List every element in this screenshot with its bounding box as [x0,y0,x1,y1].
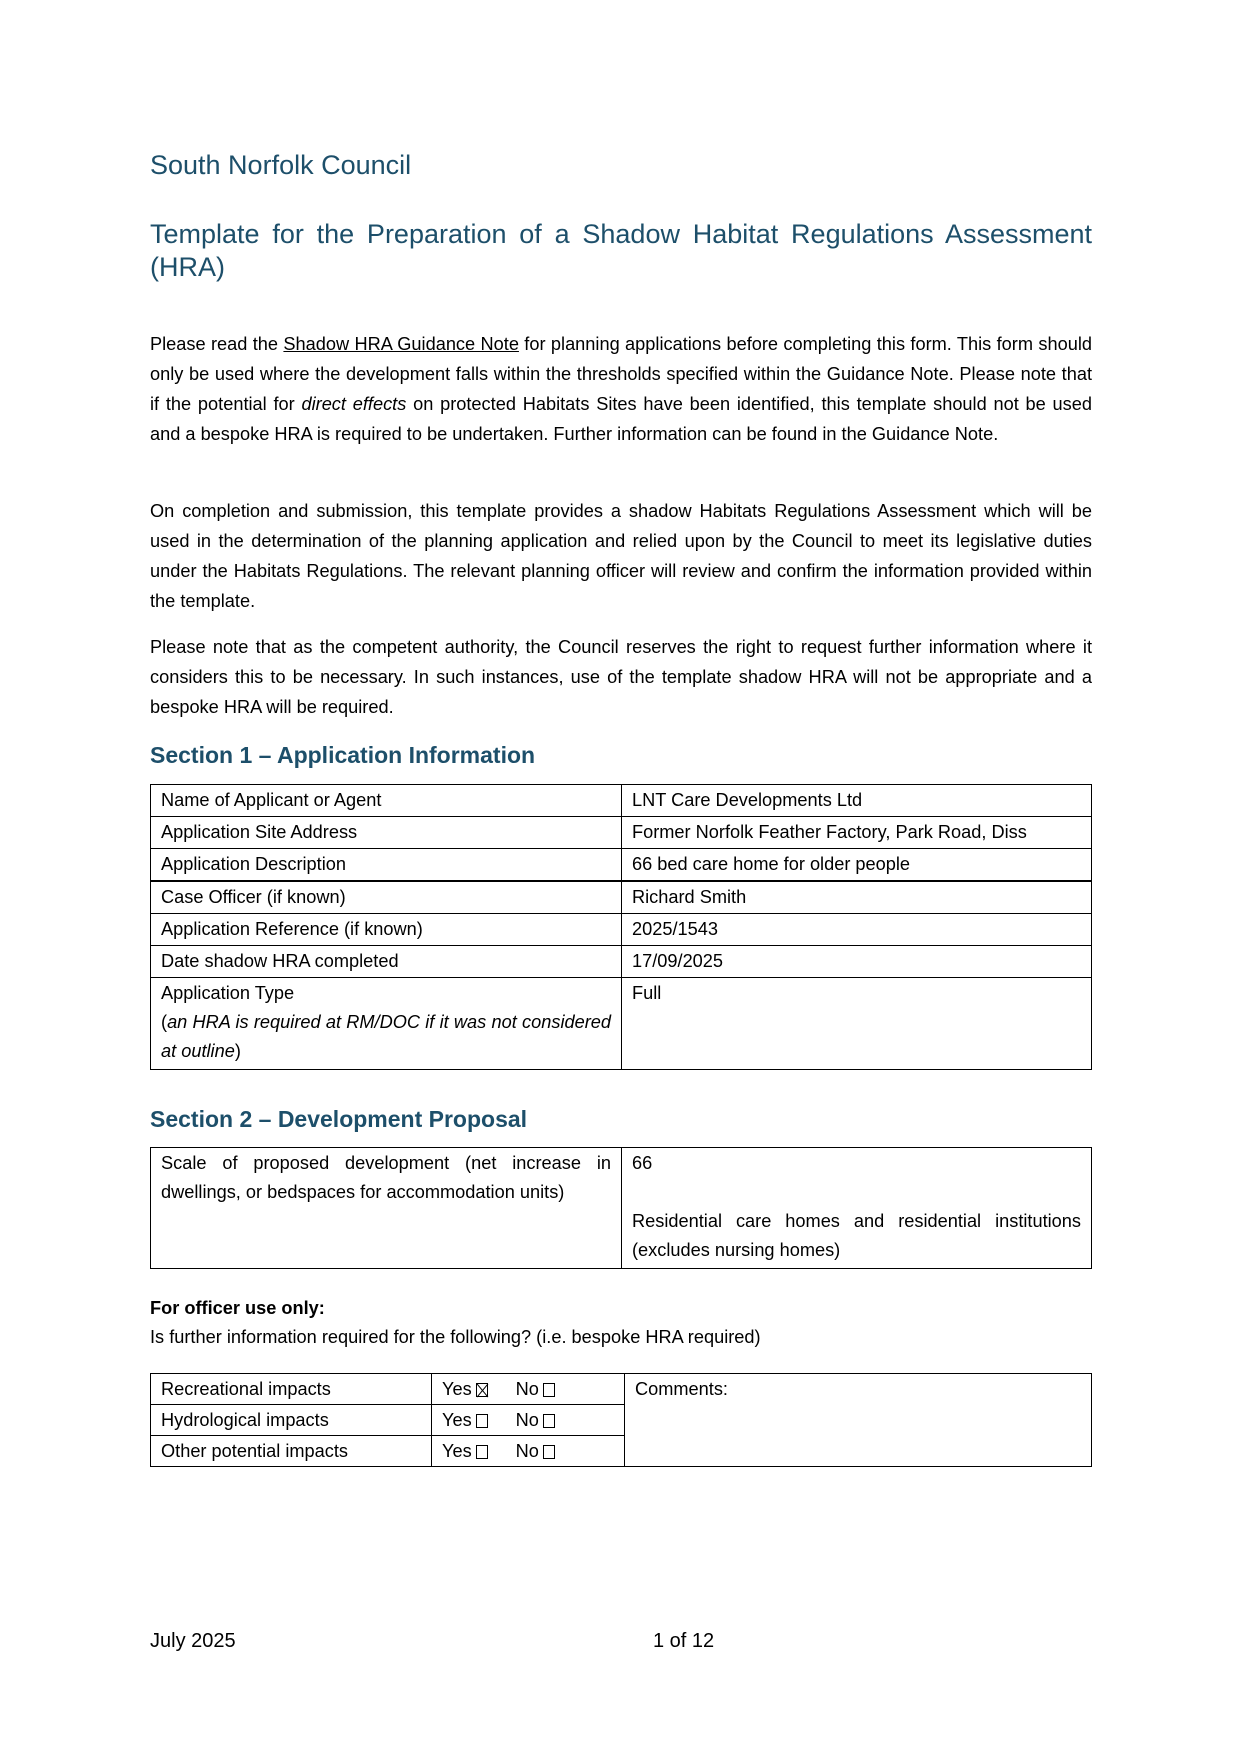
row-label: Application Reference (if known) [151,914,622,946]
page-number: 1 of 12 [653,1630,715,1652]
development-proposal-table [150,1147,1092,1269]
officer-impacts-table [150,1373,1092,1467]
impact-label: Recreational impacts [151,1374,432,1405]
reference-value[interactable]: 2025/1543 [622,914,1092,946]
row-label: Date shadow HRA completed [151,946,622,978]
intro-text: on protected Habitats Sites have been identified, this template should not be used and a bespoke HRA is required to be undertaken. Further information can be found in the Guidance Note. [150,394,1092,444]
yes-label: Yes [442,1379,472,1399]
officer-question: Is further information required for the following? (i.e. bespoke HRA required) [150,1327,761,1347]
comments-label: Comments: [635,1379,728,1399]
no-option[interactable] [516,1405,555,1435]
intro-paragraph-2: On completion and submission, this template provides a shadow Habitats Regulations Assessment which will be used in the determination of the planning application and relied upon by the Council to meet its legislative duties under the Habitats Regulations. The relevant planning officer will review and confirm the information provided within the template. [150,501,1092,611]
impact-choices [432,1436,625,1467]
officer-use-label: For officer use only: [150,1298,325,1318]
note-text: an HRA is required at RM/DOC if it was not considered at outline [161,1012,611,1061]
row-label: Application Site Address [151,817,622,849]
intro-paragraph-3: Please note that as the competent authority, the Council reserves the right to request further information where it considers this to be necessary. In such instances, use of the template shadow HRA will not be appropriate and a bespoke HRA will be required. [150,637,1092,717]
yes-option[interactable] [442,1436,488,1466]
impact-label: Other potential impacts [151,1436,432,1467]
section-1-heading: Section 1 – Application Information [150,742,536,768]
checkbox-icon[interactable] [543,1445,555,1459]
checkbox-icon[interactable] [476,1414,488,1428]
table-row [151,978,1092,1070]
table-row [151,785,1092,817]
application-type-label: Application Type [161,983,295,1003]
impact-choices [432,1405,625,1436]
table-row [151,849,1092,882]
comments-field[interactable] [625,1374,1092,1467]
no-option[interactable] [516,1436,555,1466]
application-info-table [150,784,1092,1070]
intro-paragraph-1 [150,329,1092,449]
row-label: Name of Applicant or Agent [151,785,622,817]
yes-label: Yes [442,1410,472,1430]
scale-value-cell[interactable] [622,1148,1092,1269]
table-row [151,946,1092,978]
scale-label: Scale of proposed development (net increase in dwellings, or bedspaces for accommodation units) [151,1148,622,1269]
impact-label: Hydrological impacts [151,1405,432,1436]
document-title: Template for the Preparation of a Shadow Habitat Regulations Assessment (HRA) [150,219,1092,282]
impact-choices [432,1374,625,1405]
table-row [151,817,1092,849]
yes-option[interactable] [442,1405,488,1435]
table-row [151,914,1092,946]
no-label: No [515,1379,539,1399]
description-value[interactable]: 66 bed care home for older people [622,849,1092,882]
organisation-name: South Norfolk Council [150,150,412,180]
case-officer-value[interactable]: Richard Smith [622,881,1092,914]
row-label [151,978,622,1070]
site-address-value[interactable]: Former Norfolk Feather Factory, Park Road, Diss [622,817,1092,849]
intro-emphasis: direct effects [301,394,407,414]
yes-label: Yes [442,1441,472,1461]
checkbox-checked-icon[interactable] [476,1383,488,1397]
no-option[interactable] [516,1374,555,1404]
footer-date: July 2025 [150,1630,236,1652]
table-row [151,881,1092,914]
use-class: Residential care homes and residential institutions (excludes nursing homes) [632,1211,1081,1260]
section-2-heading: Section 2 – Development Proposal [150,1106,528,1132]
spacer [632,1178,1081,1207]
no-label: No [515,1441,539,1461]
intro-text: Please read the [150,334,284,354]
application-type-value[interactable]: Full [622,978,1092,1070]
guidance-note-link[interactable]: Shadow HRA Guidance Note [283,334,519,354]
checkbox-icon[interactable] [476,1445,488,1459]
checkbox-icon[interactable] [543,1383,555,1397]
checkbox-icon[interactable] [543,1414,555,1428]
yes-option[interactable] [442,1374,488,1404]
date-completed-value[interactable]: 17/09/2025 [622,946,1092,978]
applicant-value[interactable]: LNT Care Developments Ltd [622,785,1092,817]
row-label: Application Description [151,849,622,882]
scale-number: 66 [632,1153,653,1173]
application-type-note: (an HRA is required at RM/DOC if it was not considered at outline) [161,1012,611,1061]
row-label: Case Officer (if known) [151,881,622,914]
table-row [151,1148,1092,1269]
intro-text: for planning applications before completing this form. This form should only be used where the development falls within the thresholds specified within the Guidance Note. Please note that if the potential for [150,334,1092,414]
no-label: No [515,1410,539,1430]
table-row [151,1374,1092,1405]
